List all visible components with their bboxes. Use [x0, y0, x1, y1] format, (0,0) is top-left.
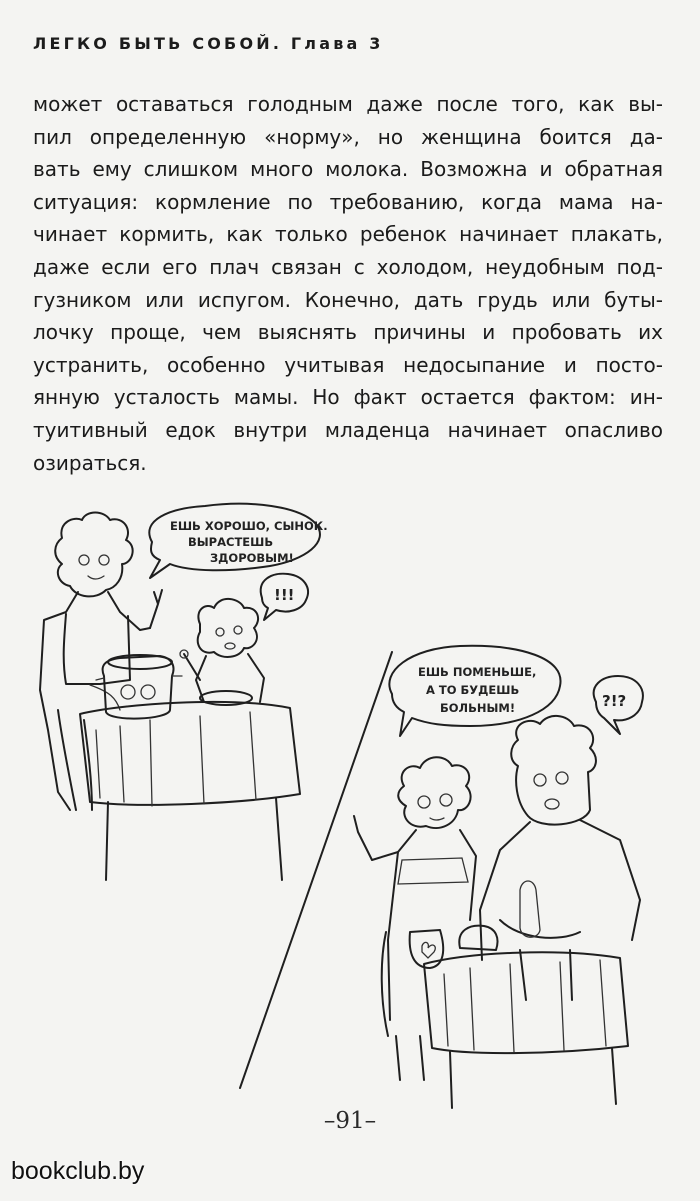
running-header: ЛЕГКО БЫТЬ СОБОЙ. Глава 3	[33, 34, 384, 53]
child-figure	[180, 599, 264, 705]
text-line: озираться.	[33, 450, 147, 475]
woman-bubble-line: БОЛЬНЫМ!	[440, 701, 516, 715]
woman-figure	[354, 757, 476, 1080]
mother-bubble-line: ЗДОРОВЫМ!	[210, 551, 294, 565]
man-bubble-text: ?!?	[602, 692, 627, 710]
text-line: гузником или испугом. Конечно, дать грудь или буты-	[33, 287, 663, 312]
text-line: пил определенную «норму», но женщина боится да-	[33, 124, 663, 149]
page-number: –91–	[323, 1108, 377, 1134]
woman-bubble-line: А ТО БУДЕШЬ	[426, 683, 520, 697]
mother-bubble-line: ЕШЬ ХОРОШО, СЫНОК.	[170, 519, 328, 533]
divider-line	[240, 652, 392, 1088]
text-line: даже если его плач связан с холодом, неудобным под-	[33, 254, 663, 279]
text-line: вать ему слишком много молока. Возможна и обратная	[33, 157, 663, 182]
mother-bubble-line: ВЫРАСТЕШЬ	[188, 535, 274, 549]
body-paragraph	[33, 88, 663, 479]
text-line: чинает кормить, как только ребенок начинает плакать,	[33, 222, 663, 247]
text-line: туитивный едок внутри младенца начинает опасливо	[33, 417, 663, 442]
cartoon-illustration	[0, 480, 700, 1140]
right-table	[424, 926, 628, 1108]
text-line: может оставаться голодным даже после того, как вы-	[33, 92, 663, 116]
mother-figure	[40, 513, 162, 811]
child-bubble-text: !!!	[274, 586, 295, 604]
text-line: устранить, особенно учитывая недосыпание и посто-	[33, 352, 663, 377]
right-scene	[354, 646, 643, 1108]
text-line: лочку проще, чем выяснять причины и пробовать их	[33, 320, 663, 345]
left-table	[80, 702, 300, 880]
text-line: ситуация: кормление по требованию, когда мама на-	[33, 189, 663, 214]
woman-bubble-line: ЕШЬ ПОМЕНЬШЕ,	[418, 665, 537, 679]
watermark: bookclub.by	[11, 1157, 145, 1185]
left-scene	[40, 504, 328, 880]
text-line: янную усталость мамы. Но факт остается фактом: ин-	[33, 385, 663, 410]
